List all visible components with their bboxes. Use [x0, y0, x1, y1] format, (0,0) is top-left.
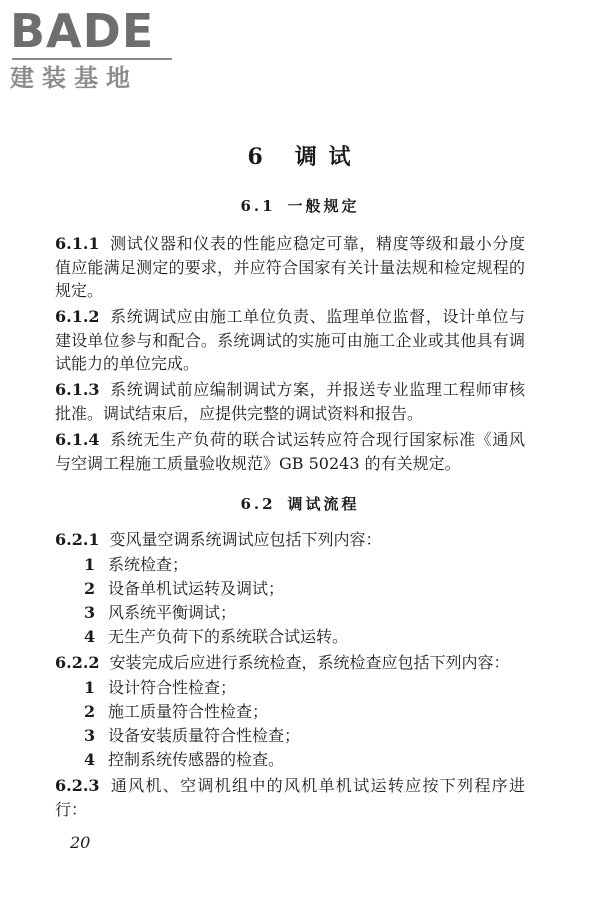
list-item-number: 4 [84, 750, 96, 769]
logo-subtitle: 建装基地 [10, 64, 138, 92]
clause-text: 系统无生产负荷的联合试运转应符合现行国家标准《通风与空调工程施工质量验收规范》GB 50243 的有关规定。 [55, 430, 525, 473]
clause-6-2-1 [55, 528, 525, 552]
list-item-text: 设备安装质量符合性检查； [108, 726, 301, 745]
page-number: 20 [70, 833, 91, 852]
section-title: 调试流程 [287, 495, 360, 513]
list-item-number: 1 [84, 555, 96, 574]
clause-6-1-1 [55, 232, 525, 303]
clause-number: 6.2.2 [55, 653, 100, 672]
list-item [84, 625, 524, 649]
section-number: 6.1 [240, 197, 276, 215]
clause-number: 6.1.3 [55, 380, 100, 399]
list-item-number: 4 [84, 627, 96, 646]
section-heading-6-1 [0, 195, 600, 216]
clause-6-1-2 [55, 305, 525, 376]
clause-number: 6.2.1 [55, 530, 100, 549]
clause-6-2-2 [55, 651, 525, 675]
clause-6-1-4 [55, 428, 525, 475]
list-item [84, 601, 524, 625]
chapter-title: 调 试 [294, 144, 353, 170]
list-item [84, 577, 524, 601]
clause-number: 6.1.4 [55, 430, 100, 449]
clause-number: 6.1.1 [55, 234, 100, 253]
list-item [84, 748, 524, 772]
list-item-text: 系统检查； [108, 555, 189, 574]
list-item-text: 无生产负荷下的系统联合试运转。 [108, 627, 349, 646]
logo [10, 6, 180, 92]
clause-text: 变风量空调系统调试应包括下列内容： [109, 530, 382, 549]
list-item-number: 3 [84, 726, 96, 745]
logo-brand: BADE [10, 4, 155, 58]
clause-6-2-3 [55, 774, 525, 821]
list-item-number: 1 [84, 678, 96, 697]
list-item-number: 3 [84, 603, 96, 622]
list-item [84, 553, 524, 577]
section-heading-6-2 [0, 493, 600, 514]
clause-text: 系统调试应由施工单位负责、监理单位监督，设计单位与建设单位参与和配合。系统调试的实施可由施工企业或其他具有调试能力的单位完成。 [55, 307, 525, 373]
list-item-text: 设备单机试运转及调试； [108, 579, 285, 598]
clause-6-1-3 [55, 378, 525, 425]
list-item [84, 700, 524, 724]
section-number: 6.2 [240, 495, 276, 513]
clause-text: 系统调试前应编制调试方案，并报送专业监理工程师审核批准。调试结束后，应提供完整的调试资料和报告。 [55, 380, 525, 423]
clause-text: 通风机、空调机组中的风机单机试运转应按下列程序进行： [55, 776, 525, 819]
list-item-text: 设计符合性检查； [108, 678, 237, 697]
clause-text: 安装完成后应进行系统检查，系统检查应包括下列内容： [109, 653, 510, 672]
clause-number: 6.2.3 [55, 776, 100, 795]
list-item [84, 724, 524, 748]
section-title: 一般规定 [287, 197, 360, 215]
clause-text: 测试仪器和仪表的性能应稳定可靠，精度等级和最小分度值应能满足测定的要求，并应符合国家有关计量法规和检定规程的规定。 [55, 234, 525, 300]
list-item-text: 控制系统传感器的检查。 [108, 750, 285, 769]
clause-number: 6.1.2 [55, 307, 100, 326]
list-item-number: 2 [84, 579, 96, 598]
list-item-text: 施工质量符合性检查； [108, 702, 269, 721]
list-item-number: 2 [84, 702, 96, 721]
list-item [84, 676, 524, 700]
chapter-number: 6 [247, 144, 265, 170]
logo-divider [12, 58, 172, 60]
list-item-text: 风系统平衡调试； [108, 603, 237, 622]
chapter-heading [0, 140, 600, 171]
